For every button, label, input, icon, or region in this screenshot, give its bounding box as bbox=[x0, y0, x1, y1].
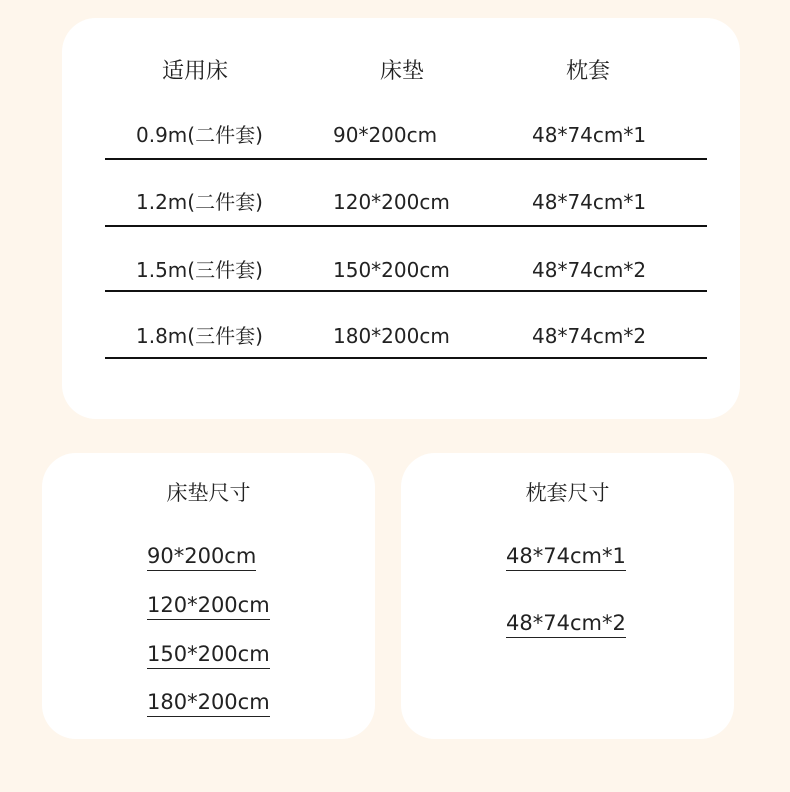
table-cell-bed: 1.8m(三件套) bbox=[136, 324, 263, 348]
mattress-size-title: 床垫尺寸 bbox=[166, 481, 251, 505]
mattress-size-item: 180*200cm bbox=[147, 690, 270, 717]
table-cell-pillowcase: 48*74cm*2 bbox=[532, 258, 647, 282]
table-cell-bed: 1.2m(二件套) bbox=[136, 190, 263, 214]
table-cell-bed: 0.9m(二件套) bbox=[136, 123, 263, 147]
mattress-size-item: 90*200cm bbox=[147, 544, 256, 571]
table-cell-pillowcase: 48*74cm*1 bbox=[532, 190, 647, 214]
pillowcase-size-item: 48*74cm*1 bbox=[506, 544, 626, 571]
row-divider bbox=[105, 225, 707, 227]
table-cell-mattress: 120*200cm bbox=[333, 190, 450, 214]
header-pillowcase: 枕套 bbox=[565, 59, 611, 84]
table-cell-pillowcase: 48*74cm*1 bbox=[532, 123, 647, 147]
row-divider bbox=[105, 158, 707, 160]
pillowcase-size-item: 48*74cm*2 bbox=[506, 611, 626, 638]
mattress-size-item: 120*200cm bbox=[147, 593, 270, 620]
table-cell-mattress: 150*200cm bbox=[333, 258, 450, 282]
table-cell-bed: 1.5m(三件套) bbox=[136, 258, 263, 282]
mattress-size-item: 150*200cm bbox=[147, 642, 270, 669]
pillowcase-size-title: 枕套尺寸 bbox=[525, 481, 610, 505]
size-table-card bbox=[62, 18, 740, 419]
row-divider bbox=[105, 357, 707, 359]
table-cell-mattress: 90*200cm bbox=[333, 123, 438, 147]
table-cell-pillowcase: 48*74cm*2 bbox=[532, 324, 647, 348]
mattress-size-card bbox=[42, 453, 375, 739]
row-divider bbox=[105, 290, 707, 292]
pillowcase-size-card bbox=[401, 453, 734, 739]
header-bed-size: 适用床 bbox=[161, 59, 229, 84]
header-mattress: 床垫 bbox=[379, 59, 425, 84]
table-cell-mattress: 180*200cm bbox=[333, 324, 450, 348]
